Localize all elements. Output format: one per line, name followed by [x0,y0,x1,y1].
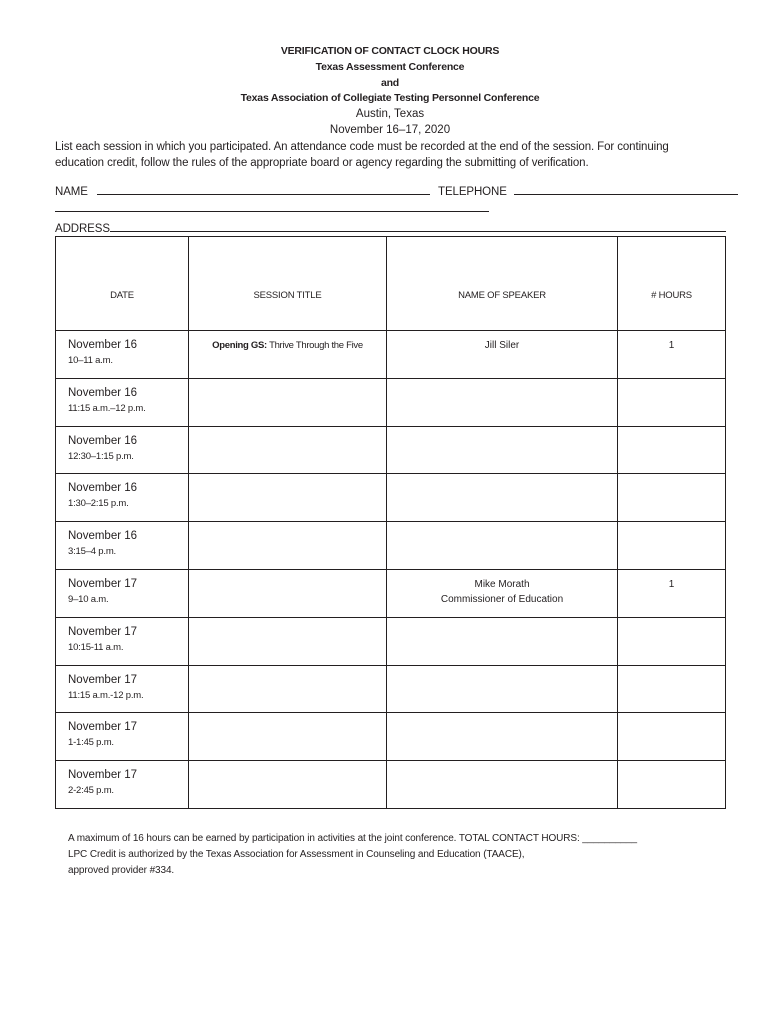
cell-hours[interactable] [618,330,726,378]
table-row [56,665,726,713]
session-title: Thrive Through the Five [266,339,363,351]
conference-and: and [380,76,400,89]
conference-name-2: Texas Association of Collegiate Testing Personnel Conference [240,92,540,105]
session-time: 10–11 a.m. [68,354,113,366]
cell-speaker[interactable] [387,569,618,617]
session-title-prefix: Opening GS: [212,339,267,351]
cell-session-title[interactable] [189,378,387,426]
session-time: 12:30–1:15 p.m. [68,450,134,462]
page-title: VERIFICATION OF CONTACT CLOCK HOURS [280,45,500,57]
cell-date [56,617,189,665]
cell-date [56,426,189,474]
name-continuation-line[interactable] [55,211,489,212]
cell-date [56,713,189,761]
session-date: November 16 [68,386,138,399]
instructions-text: List each session in which you participated. An attendance code must be recorded at the end of the session. For continuing education credit, follow the rules of the appropriate board or agency regarding the submitting of verification. [55,141,669,169]
cell-speaker[interactable] [387,522,618,570]
col-header-hours: # HOURS [618,237,726,331]
session-time: 3:15–4 p.m. [68,546,116,558]
sessions-table [55,236,726,809]
cell-hours[interactable] [618,665,726,713]
col-header-session: SESSION TITLE [189,237,387,331]
cell-speaker[interactable] [387,474,618,522]
footer-lpc-credit: LPC Credit is authorized by the Texas Association for Assessment in Counseling and Education (TAACE), [68,849,525,860]
conference-name-1: Texas Assessment Conference [315,60,465,73]
cell-date [56,330,189,378]
session-date: November 16 [68,530,138,543]
session-time: 2-2:45 p.m. [68,785,114,797]
session-date: November 17 [68,769,138,782]
session-date: November 17 [68,721,138,734]
session-time: 1-1:45 p.m. [68,737,114,749]
cell-session-title[interactable] [189,617,387,665]
session-date: November 17 [68,673,138,686]
conference-location: Austin, Texas [355,108,425,121]
footer-notes [68,831,708,879]
cell-date [56,569,189,617]
conference-dates: November 16–17, 2020 [329,123,451,136]
speaker-title: Commissioner of Education [440,593,564,605]
footer-provider: approved provider #334. [68,865,175,876]
document-header [0,44,770,139]
address-label: ADDRESS [55,223,110,235]
cell-hours[interactable] [618,426,726,474]
session-date: November 17 [68,625,138,638]
cell-session-title[interactable] [189,474,387,522]
cell-hours[interactable] [618,569,726,617]
session-date: November 16 [68,434,138,447]
table-row [56,569,726,617]
speaker-name: Jill Siler [484,339,520,351]
name-field[interactable] [97,183,430,195]
session-time: 10:15-11 a.m. [68,641,124,653]
cell-session-title[interactable] [189,426,387,474]
cell-session-title[interactable] [189,330,387,378]
col-header-date: DATE [56,237,189,331]
cell-speaker[interactable] [387,713,618,761]
table-header-row [56,237,726,331]
cell-date [56,474,189,522]
table-row [56,617,726,665]
session-time: 1:30–2:15 p.m. [68,498,129,510]
address-field[interactable] [110,220,726,232]
cell-date [56,761,189,809]
cell-hours[interactable] [618,474,726,522]
cell-speaker[interactable] [387,378,618,426]
session-time: 9–10 a.m. [68,593,109,605]
table-row [56,378,726,426]
cell-session-title[interactable] [189,569,387,617]
hours-value: 1 [668,339,675,351]
session-date: November 16 [68,338,138,351]
name-field-row [55,183,738,198]
table-row [56,761,726,809]
cell-speaker[interactable] [387,426,618,474]
cell-date [56,665,189,713]
cell-date [56,378,189,426]
col-header-speaker: NAME OF SPEAKER [387,237,618,331]
session-date: November 17 [68,577,138,590]
cell-hours[interactable] [618,617,726,665]
table-row [56,426,726,474]
cell-session-title[interactable] [189,761,387,809]
cell-session-title[interactable] [189,713,387,761]
cell-speaker[interactable] [387,330,618,378]
cell-hours[interactable] [618,713,726,761]
table-row [56,330,726,378]
cell-speaker[interactable] [387,665,618,713]
cell-hours[interactable] [618,522,726,570]
hours-value: 1 [668,578,675,590]
session-date: November 16 [68,482,138,495]
footer-max-hours: A maximum of 16 hours can be earned by participation in activities at the joint conference. TOTAL CONTACT HOURS: __________ [68,833,637,844]
telephone-label: TELEPHONE [438,186,507,198]
table-row [56,522,726,570]
session-time: 11:15 a.m.-12 p.m. [68,689,144,701]
table-row [56,713,726,761]
cell-speaker[interactable] [387,761,618,809]
cell-session-title[interactable] [189,522,387,570]
telephone-field[interactable] [514,183,738,195]
session-time: 11:15 a.m.–12 p.m. [68,402,146,414]
cell-speaker[interactable] [387,617,618,665]
cell-date [56,522,189,570]
cell-hours[interactable] [618,761,726,809]
table-row [56,474,726,522]
cell-hours[interactable] [618,378,726,426]
name-label: NAME [55,186,88,198]
address-field-row [55,220,726,235]
cell-session-title[interactable] [189,665,387,713]
speaker-name: Mike Morath [474,578,530,590]
